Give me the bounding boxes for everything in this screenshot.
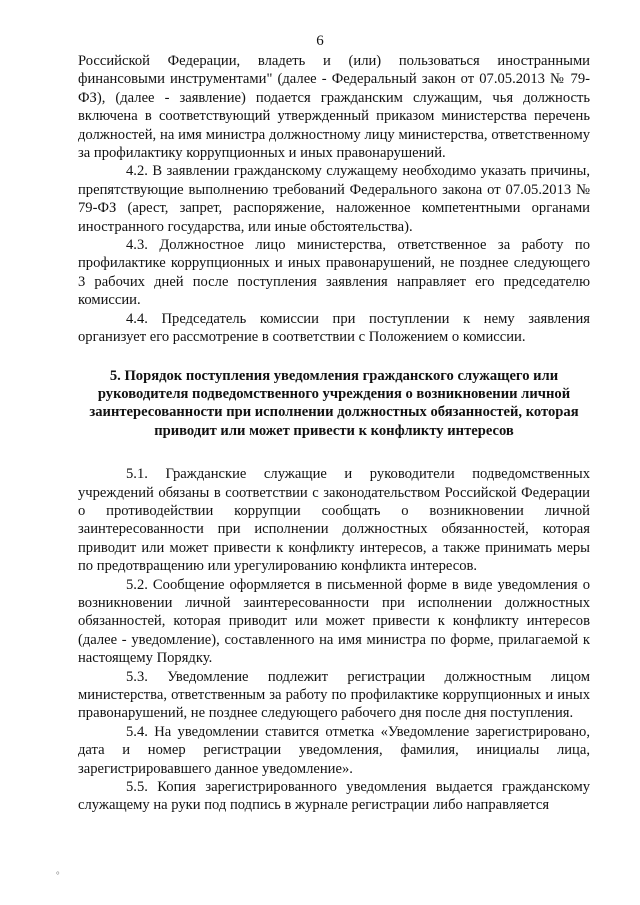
section-title: Порядок поступления уведомления гражданского служащего или руководителя подведомственного учреждения о возникновении личной заинтересованности при исполнении должностных обязанностей, которая приводит или может привести к конфликту интересов [89, 367, 579, 439]
document-body [78, 52, 590, 815]
section-5-heading [78, 367, 590, 441]
paragraph-5-2: 5.2. Сообщение оформляется в письменной форме в виде уведомления о возникновении личной заинтересованности при исполнении должностных обязанностей, которая приводит или может привести к конфликту интересов (далее - уведомление), составленного на имя министра по форме, прилагаемой к настоящему Порядку. [78, 576, 590, 667]
section-number: 5. [109, 367, 121, 384]
scan-mark: ° [56, 870, 60, 880]
paragraph-5-4: 5.4. На уведомлении ставится отметка «Уведомление зарегистрировано, дата и номер регистрации уведомления, фамилия, инициалы лица, зарегистрировавшего данное уведомление». [78, 723, 590, 777]
paragraph-4-4: 4.4. Председатель комиссии при поступлении к нему заявления организует его рассмотрение в соответствии с Положением о комиссии. [78, 310, 590, 346]
paragraph-4-2: 4.2. В заявлении гражданскому служащему необходимо указать причины, препятствующие выполнению требований Федерального закона от 07.05.2013 № 79-ФЗ (арест, запрет, распоряжение, наложенное компетентными органами иностранного государства, или иные обстоятельства). [78, 163, 590, 235]
paragraph-4-3: 4.3. Должностное лицо министерства, ответственное за работу по профилактике коррупционных и иных правонарушений, не позднее следующего 3 рабочих дней после поступления заявления направляет его председателю комиссии. [78, 237, 590, 309]
paragraph-5-5: 5.5. Копия зарегистрированного уведомления выдается гражданскому служащему на руки под подпись в журнале регистрации либо направляется [78, 779, 590, 814]
page-number: 6 [316, 33, 324, 49]
paragraph-4-1-continued: Российской Федерации, владеть и (или) пользоваться иностранными финансовыми инструментами" (далее - Федеральный закон от 07.05.2013 № 79-ФЗ), (далее - заявление) подается гражданским служащим, чья должность включена в соответствующий утвержденный приказом министерства перечень должностей, на имя министра должностному лицу министерства, ответственному за профилактику коррупционных и иных правонарушений. [78, 53, 590, 162]
paragraph-5-1: 5.1. Гражданские служащие и руководители подведомственных учреждений обязаны в соответствии с законодательством Российской Федерации о противодействии коррупции сообщать о возникновении личной заинтересованности при исполнении должностных обязанностей, которая приводит или может привести к конфликту интересов, а также принимать меры по предотвращению или урегулированию конфликта интересов. [78, 466, 590, 575]
paragraph-5-3: 5.3. Уведомление подлежит регистрации должностным лицом министерства, ответственным за работу по профилактике коррупционных и иных правонарушений, не позднее следующего рабочего дня после дня поступления. [78, 668, 590, 722]
